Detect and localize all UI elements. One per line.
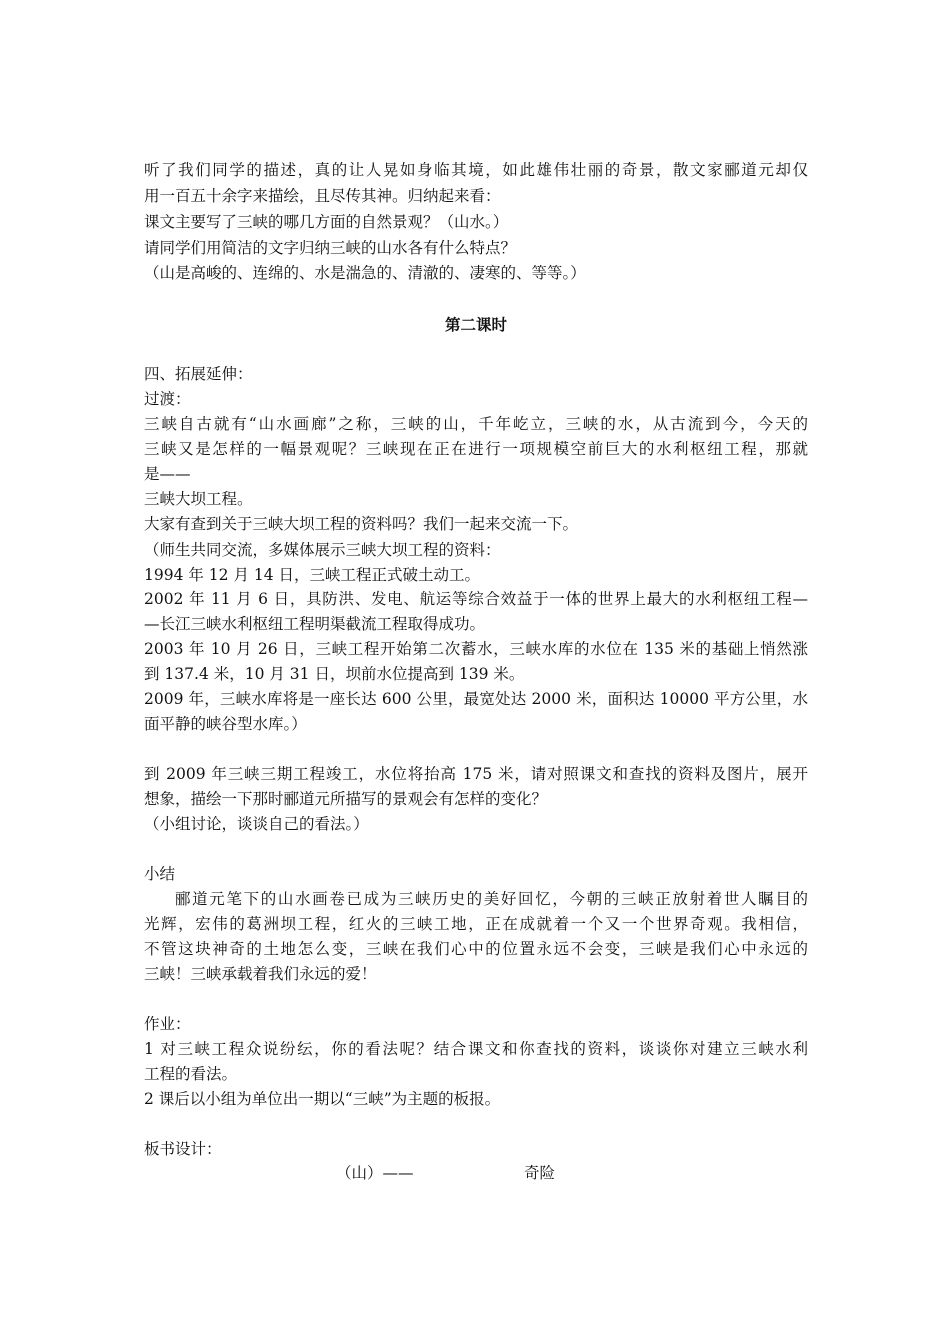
paragraph-line: （师生共同交流，多媒体展示三峡大坝工程的资料：: [144, 541, 501, 559]
section-title: 第二课时: [444, 315, 507, 334]
intro-answer-2: （山是高峻的、连绵的、水是湍急的、清澈的、凄寒的、等等。）: [144, 264, 586, 282]
homework-label: 作业：: [144, 1015, 191, 1033]
summary-line: 三峡！三峡承载着我们永远的爱！: [144, 965, 377, 983]
summary-line: 光辉，宏伟的葛洲坝工程，红火的三峡工地，正在成就着一个又一个世界奇观。我相信，: [144, 915, 808, 933]
transition-label: 过渡：: [144, 390, 191, 408]
board-label: 板书设计：: [144, 1140, 222, 1158]
board-right-text: 奇险: [524, 1164, 556, 1182]
board-left-text: （山）——: [336, 1164, 414, 1182]
fact-line: —长江三峡水利枢纽工程明渠截流工程取得成功。: [144, 615, 486, 633]
summary-label: 小结: [144, 865, 176, 883]
discussion-line: 到 2009 年三峡三期工程竣工，水位将抬高 175 米，请对照课文和查找的资料及图片，展开: [144, 765, 808, 783]
intro-question-1: 课文主要写了三峡的哪几方面的自然景观？（山水。）: [144, 213, 509, 231]
paragraph-line: 三峡大坝工程。: [144, 490, 253, 508]
homework-item: 1 对三峡工程众说纷纭，你的看法呢？结合课文和你查找的资料，谈谈你对建立三峡水利: [144, 1040, 808, 1058]
summary-line: 郦道元笔下的山水画卷已成为三峡历史的美好回忆，今朝的三峡正放射着世人瞩目的: [175, 890, 808, 908]
intro-line-1: 听了我们同学的描述，真的让人晃如身临其境，如此雄伟壮丽的奇景，散文家郦道元却仅: [144, 161, 808, 179]
fact-line: 2002 年 11 月 6 日，具防洪、发电、航运等综合效益于一体的世界上最大的水利枢纽工程—: [144, 590, 808, 608]
intro-question-2: 请同学们用简洁的文字归纳三峡的山水各有什么特点？: [144, 239, 517, 257]
discussion-line: （小组讨论，谈谈自己的看法。）: [144, 815, 369, 833]
fact-line: 2009 年，三峡水库将是一座长达 600 公里，最宽处达 2000 米，面积达 10000 平方公里，水: [144, 690, 808, 708]
fact-line: 到 137.4 米，10 月 31 日，坝前水位提高到 139 米。: [144, 665, 525, 683]
section-heading: 四、拓展延伸：: [144, 365, 253, 383]
fact-line: 1994 年 12 月 14 日，三峡工程正式破土动工。: [144, 566, 481, 584]
summary-line: 不管这块神奇的土地怎么变，三峡在我们心中的位置永远不会变，三峡是我们心中永远的: [144, 940, 808, 958]
paragraph-line: 三峡自古就有“山水画廊”之称，三峡的山，千年屹立，三峡的水，从古流到今，今天的: [144, 415, 808, 433]
intro-line-2: 用一百五十余字来描绘，且尽传其神。归纳起来看：: [144, 187, 501, 205]
paragraph-line: 大家有查到关于三峡大坝工程的资料吗？我们一起来交流一下。: [144, 515, 579, 533]
homework-item: 工程的看法。: [144, 1065, 238, 1083]
discussion-line: 想象，描绘一下那时郦道元所描写的景观会有怎样的变化？: [144, 790, 548, 808]
homework-item: 2 课后以小组为单位出一期以“三峡”为主题的板报。: [144, 1090, 501, 1108]
fact-line: 面平静的峡谷型水库。）: [144, 715, 307, 733]
paragraph-line: 三峡又是怎样的一幅景观呢？三峡现在正在进行一项规模空前巨大的水利枢纽工程，那就: [144, 440, 808, 458]
fact-line: 2003 年 10 月 26 日，三峡工程开始第二次蓄水，三峡水库的水位在 135 米的基础上悄然涨: [144, 640, 808, 658]
paragraph-line: 是——: [144, 465, 191, 483]
